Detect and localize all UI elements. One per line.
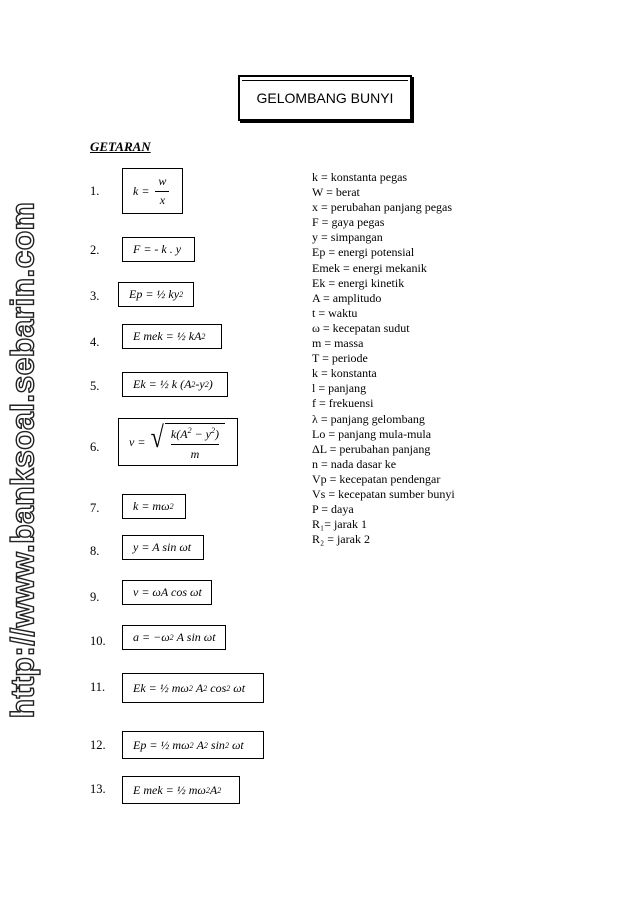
formula-box: y = A sin ωt <box>122 535 204 560</box>
legend-item: m = massa <box>312 336 364 351</box>
legend-item: T = periode <box>312 351 368 366</box>
formula-number: 7. <box>90 501 100 515</box>
formula-number: 12. <box>90 738 106 752</box>
watermark-text: http://www.banksoal.sebarin.com <box>4 201 41 719</box>
legend-item: A = amplitudo <box>312 290 382 305</box>
legend-item: R₂ = jarak 2 <box>312 532 370 547</box>
formula-box: k = mω 2 <box>122 494 186 519</box>
legend-item: P = daya <box>312 502 354 517</box>
formula-number: 11. <box>90 680 106 694</box>
page-title-text: GELOMBANG BUNYI <box>256 90 394 106</box>
formula-number: 1. <box>90 184 100 198</box>
formula-number: 6. <box>90 440 100 454</box>
legend-item: W = berat <box>312 185 360 200</box>
legend-item: ω = kecepatan sudut <box>312 320 410 335</box>
formula-number: 13. <box>90 782 106 796</box>
formula-box: v = √ $k(A^2 - y^2)$ m <box>118 418 238 466</box>
variable-legend <box>312 170 455 547</box>
legend-item: F = gaya pegas <box>312 215 385 230</box>
legend-item: k = konstanta pegas <box>312 170 408 184</box>
legend-item: R₁= jarak 1 <box>312 517 367 532</box>
legend-item: f = frekuensi <box>312 396 374 411</box>
formula-number: 3. <box>90 289 100 303</box>
formula-box: a = −ω 2 A sin ωt <box>122 625 226 650</box>
legend-item: ΔL = perubahan panjang <box>312 441 431 456</box>
formula-box: v = ωA cos ωt <box>122 580 212 605</box>
watermark <box>3 192 43 728</box>
legend-item: λ = panjang gelombang <box>312 411 425 426</box>
legend-item: Vp = kecepatan pendengar <box>312 471 441 486</box>
legend-item: Lo = panjang mula-mula <box>312 426 432 441</box>
legend-item: Ek = energi kinetik <box>312 275 405 290</box>
fraction: $\frac{w}{x}$ <box>155 175 169 206</box>
square-root: √ $k(A^2 - y^2)$ m <box>149 423 225 462</box>
formula-box: Ep = ½ ky 2 <box>118 282 194 307</box>
formula-box: Ek = ½ mω 2 A 2 cos 2 ωt <box>122 673 264 703</box>
page-title <box>238 75 412 121</box>
legend-item: k = konstanta <box>312 366 377 381</box>
formula-number: 2. <box>90 243 100 257</box>
legend-item: Ep = energi potensial <box>312 245 415 260</box>
formula-box: k = $\frac{w}{x}$ <box>122 168 183 214</box>
formula-box: E mek = ½ kA 2 <box>122 324 222 349</box>
formula-box: Ep = ½ mω 2 A 2 sin 2 ωt <box>122 731 264 759</box>
formula-box: E mek = ½ mω 2 A 2 <box>122 776 240 804</box>
legend-item: Vs = kecepatan sumber bunyi <box>312 486 455 501</box>
section-heading: GETARAN <box>90 139 151 154</box>
legend-item: n = nada dasar ke <box>312 456 397 471</box>
legend-item: x = perubahan panjang pegas <box>312 200 453 215</box>
legend-item: Emek = energi mekanik <box>312 260 427 275</box>
formula-number: 8. <box>90 544 100 558</box>
formula-number: 9. <box>90 590 100 604</box>
legend-item: t = waktu <box>312 305 358 320</box>
legend-item: l = panjang <box>312 381 367 396</box>
legend-item: y = simpangan <box>312 230 383 245</box>
formula-number: 5. <box>90 379 100 393</box>
formula-number: 10. <box>90 634 106 648</box>
formula-number: 4. <box>90 335 100 349</box>
formula-box: F = - k . y <box>122 237 195 262</box>
formula-box: Ek = ½ k (A 2 -y 2 ) <box>122 372 228 397</box>
